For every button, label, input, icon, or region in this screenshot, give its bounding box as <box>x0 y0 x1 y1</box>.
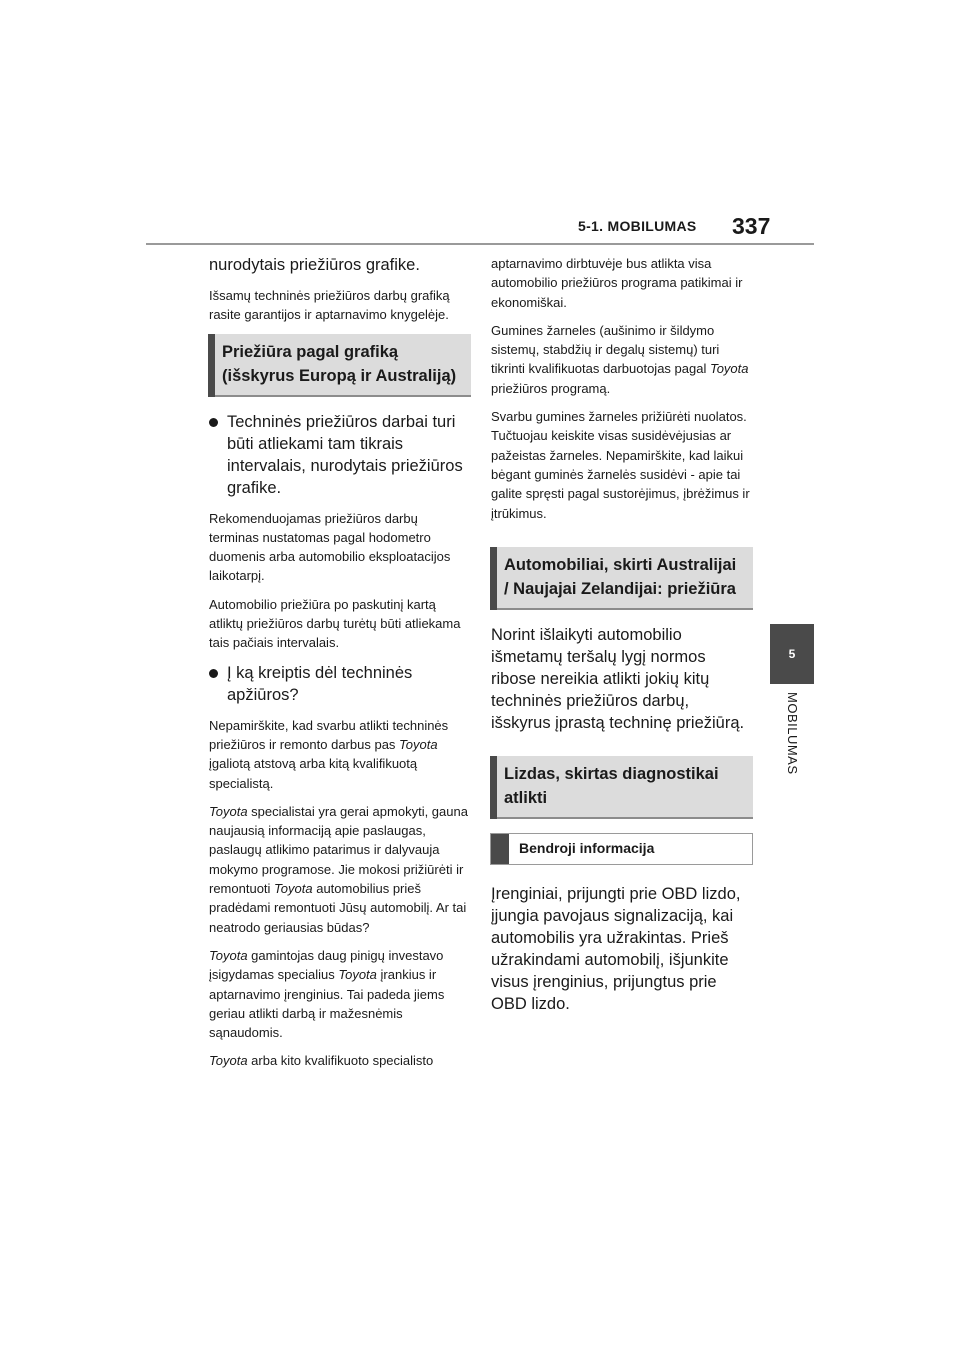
chapter-side-label: MOBILUMAS <box>785 692 800 775</box>
right-column <box>491 254 753 1025</box>
header-rule <box>146 243 814 245</box>
paragraph-emissions: Norint išlaikyti automobilio išmetamų teršalų lygį normos ribose nereikia atlikti jokių kitų techninės priežiūros darbų, išskyrus įprastą techninę priežiūrą. <box>491 625 745 732</box>
note-trained-specialists: Toyota specialistai yra gerai apmokyti, gauna naujausią informaciją apie paslaugas, paslaugų atlikimo patarimus ir dalyvauja mokymo programose. Jie mokosi prižiūrėti ir remontuoti Toyota automobilius prieš pradėdami remontuoti Jūsų automobilį. Ar tai neatrodo geriausias būdas? <box>209 803 468 935</box>
note-authorised-dealer: Nepamirškite, kad svarbu atlikti techninės priežiūros ir remonto darbus pas Toyota įgaliotą atstovą arba kitą kvalifikuotą specialistą. <box>209 717 449 791</box>
heading-schedule-maintenance: Priežiūra pagal grafiką (išskyrus Europą ir Australiją) <box>208 334 471 397</box>
subheading-general-info: Bendroji informacija <box>490 833 753 865</box>
note-recommended-term: Rekomenduojamas priežiūros darbų terminas nustatomas pagal hodometro duomenis arba automobilio eksploatacijos laikotarpį. <box>209 510 451 584</box>
note-schedule-book: Išsamų techninės priežiūros darbų grafiką rasite garantijos ir aptarnavimo knygelėje. <box>209 288 450 323</box>
header-section: 5-1. MOBILUMAS <box>578 218 697 234</box>
bullet-intervals-text: Techninės priežiūros darbai turi būti atliekami tam tikrais intervalais, nurodytais priežiūros grafike. <box>227 412 463 497</box>
note-specialist-workshop: Toyota arba kito kvalifikuoto specialisto <box>209 1053 434 1069</box>
chapter-tab: 5 <box>770 624 814 684</box>
paragraph-obd-socket: Įrenginiai, prijungti prie OBD lizdo, įjungia pavojaus signalizaciją, kai automobilis yra užrakintas. Prieš užrakindami automobilį, išjunkite visus įrenginius, prijungtus prie OBD lizdo. <box>491 884 741 1013</box>
note-rubber-hoses-replace: Svarbu gumines žarneles prižiūrėti nuolatos. Tučtuojau keiskite visas susidėvėjusias ar pažeistas žarneles. Nepamirškite, kad laikui bėgant guminės žarnelės susidėvi - apie tai galite spręsti pagal sustorėjimus, įbrėžimus ir įtrūkimus. <box>491 409 750 521</box>
bullet-dot-icon <box>209 669 218 678</box>
bullet-intervals <box>209 411 471 499</box>
intro-text: nurodytais priežiūros grafike. <box>209 256 420 274</box>
note-workshop-programme: aptarnavimo dirbtuvėje bus atlikta visa automobilio priežiūros programa patikimai ir ekonomiškai. <box>491 256 743 310</box>
heading-diagnostic-socket: Lizdas, skirtas diagnostikai atlikti <box>490 756 753 819</box>
bullet-who-to-contact <box>209 662 471 706</box>
note-rubber-hoses-check: Gumines žarneles (aušinimo ir šildymo sistemų, stabdžių ir degalų sistemų) turi tikrinti kvalifikuotas darbuotojas pagal Toyota priežiūros programą. <box>491 322 749 396</box>
left-column <box>209 254 471 1080</box>
note-same-intervals: Automobilio priežiūra po paskutinį kartą atliktų priežiūros darbų turėtų būti atliekama tais pačiais intervalais. <box>209 596 461 651</box>
heading-australia-nz-maintenance: Automobiliai, skirti Australijai / Naujajai Zelandijai: priežiūra <box>490 547 753 610</box>
page-number: 337 <box>732 213 771 239</box>
bullet-dot-icon <box>209 418 218 427</box>
note-special-tools: Toyota gamintojas daug pinigų investavo įsigydamas specialius Toyota įrankius ir aptarnavimo įrenginius. Tai padeda jiems geriau atlikti darbą ir mažesnėmis sąnaudomis. <box>209 947 445 1041</box>
bullet-who-to-contact-text: Į ką kreiptis dėl techninės apžiūros? <box>227 663 413 704</box>
